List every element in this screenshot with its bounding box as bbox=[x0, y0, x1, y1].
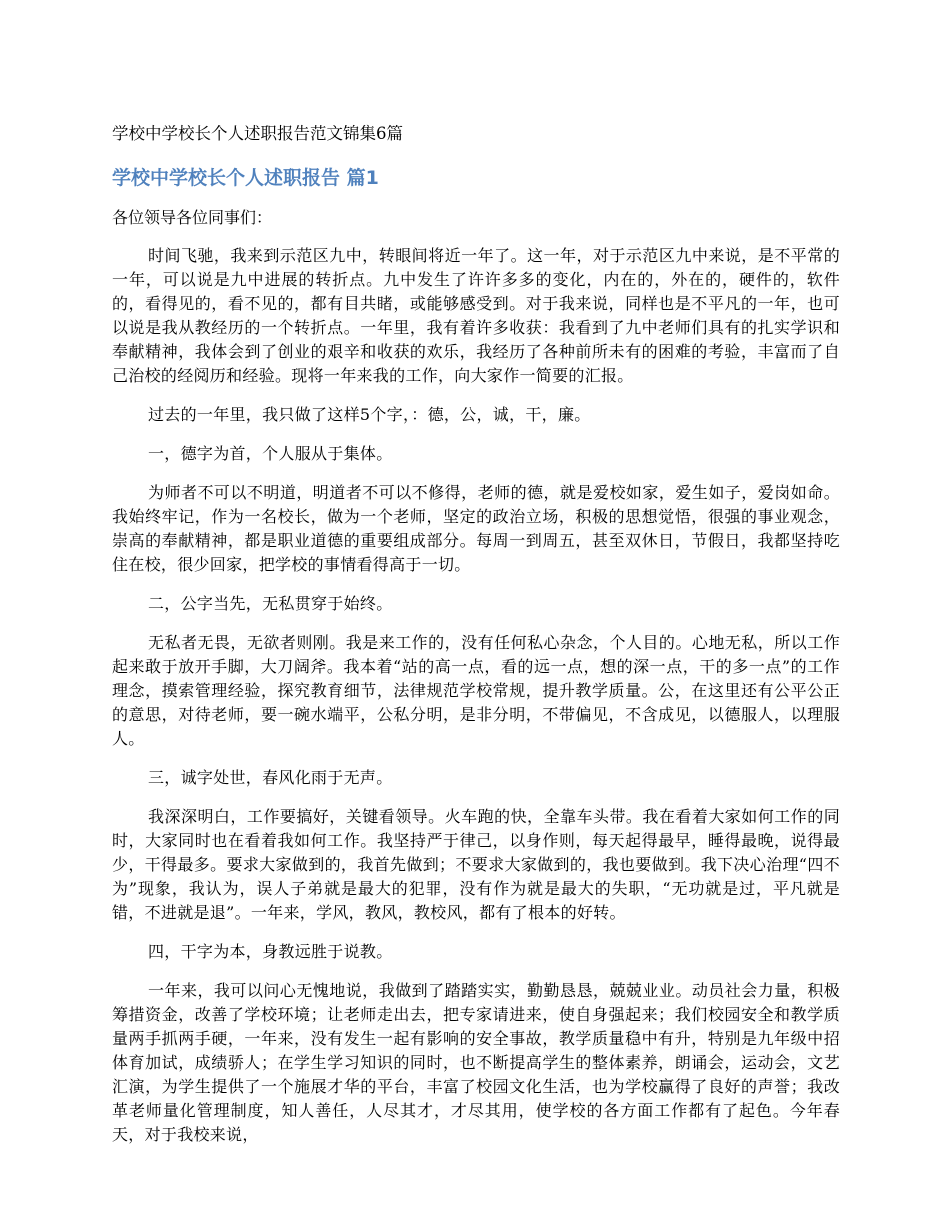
paragraph-5: 二，公字当先，无私贯穿于始终。 bbox=[148, 594, 393, 613]
paragraph-2: 过去的一年里，我只做了这样5个字，：德，公，诚，干，廉。 bbox=[148, 405, 591, 424]
paragraph-8: 我深深明白，工作要搞好，关键看领导。火车跑的快，全靠车头带。我在看着大家如何工作的同时，大家同时也在看着我如何工作。我坚持严于律己，以身作则，每天起得最早，睡得最晚，说得最少，干得最多。要求大家做到的，我首先做到；不要求大家做到的，我也要做到。我下决心治理“四不为”现象，我认为，误人子弟就是最大的犯罪，没有作为就是最大的失职，“无功就是过，平凡就是错，不进就是退”。一年来，学风，教风，教校风，都有了根本的好转。 bbox=[112, 807, 840, 922]
paragraph-10: 一年来，我可以问心无愧地说，我做到了踏踏实实，勤勤恳恳，兢兢业业。动员社会力量，积极筹措资金，改善了学校环境；让老师走出去，把专家请进来，使自身强起来；我们校园安全和教学质量两手抓两手硬，一年来，没有发生一起有影响的安全事故，教学质量稳中有升，特别是九年级中招体育加试，成绩骄人；在学生学习知识的同时，也不断提高学生的整体素养，朗诵会，运动会，文艺汇演，为学生提供了一个施展才华的平台，丰富了校园文化生活，也为学校赢得了良好的声誉；我改革老师量化管理制度，知人善任，人尽其才，才尽其用，使学校的各方面工作都有了起色。今年春天，对于我校来说， bbox=[112, 981, 840, 1144]
paragraph-3: 一，德字为首，个人服从于集体。 bbox=[148, 444, 393, 463]
paragraph-1: 时间飞驰，我来到示范区九中，转眼间将近一年了。这一年，对于示范区九中来说，是不平常的一年，可以说是九中进展的转折点。九中发生了许许多多的变化，内在的，外在的，硬件的，软件的，看得见的，看不见的，都有目共睹，或能够感受到。对于我来说，同样也是不平凡的一年，也可以说是我从教经历的一个转折点。一年里，我有着许多收获：我看到了九中老师们具有的扎实学识和奉献精神，我体会到了创业的艰辛和收获的欢乐，我经历了各种前所未有的困难的考验，丰富而了自己治校的经阅历和经验。现将一年来我的工作，向大家作一简要的汇报。 bbox=[112, 246, 840, 385]
paragraph-9: 四，干字为本，身教远胜于说教。 bbox=[148, 942, 393, 961]
paragraph-6: 无私者无畏，无欲者则刚。我是来工作的，没有任何私心杂念，个人目的。心地无私，所以工作起来敢于放开手脚，大刀阔斧。我本着“站的高一点，看的远一点，想的深一点，干的多一点”的工作理念，摸索管理经验，探究教育细节，法律规范学校常规，提升教学质量。公，在这里还有公平公正的意思，对待老师，要一碗水端平，公私分明，是非分明，不带偏见，不含成见，以德服人，以理服人。 bbox=[112, 633, 840, 748]
paragraph-7: 三，诚字处世，春风化雨于无声。 bbox=[148, 768, 393, 787]
section-heading: 学校中学校长个人述职报告 篇1 bbox=[112, 167, 379, 189]
salutation: 各位领导各位同事们： bbox=[112, 208, 273, 227]
paragraph-4: 为师者不可以不明道，明道者不可以不修得，老师的德，就是爱校如家，爱生如子，爱岗如命。我始终牢记，作为一名校长，做为一个老师，坚定的政治立场，积极的思想觉悟，很强的事业观念，崇高的奉献精神，都是职业道德的重要组成部分。每周一到周五，甚至双休日，节假日，我都坚持吃住在校，很少回家，把学校的事情看得高于一切。 bbox=[112, 483, 840, 574]
document-title: 学校中学校长个人述职报告范文锦集6篇 bbox=[112, 124, 403, 143]
document-page bbox=[112, 118, 840, 1147]
